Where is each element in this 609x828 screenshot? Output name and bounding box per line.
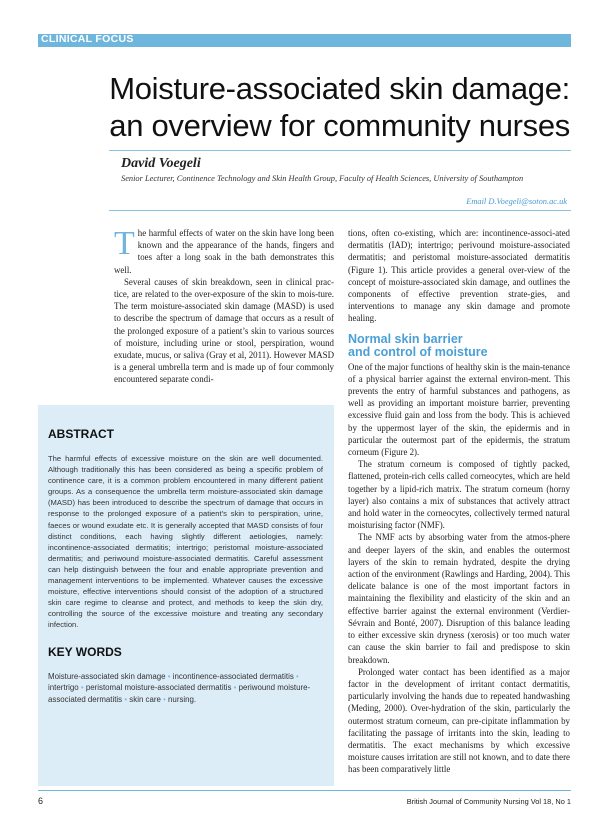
abstract-text: The harmful effects of excessive moisture on the skin are well documented. Although traditionally this has been considered as being a specific problem of continence care, it is a common problem encountered in many different patient groups. As a consequence the umbrella term moisture-associated skin damage (MASD) has been introduced to describe the spectrum of damage that occurs in response to the prolonged exposure of a patient’s skin to perspiration, urine, faeces or wound exudate etc. It is generally accepted that MASD consists of four distinct conditions, each having slightly different aetiologies, namely: incontinence-associated dermatitis; intertrigo; peristomal moisture-associated dermatitis; and periwound moisture-associated dermatitis. Careful assessment can help distinguish between the four and enable appropriate prevention and management interventions to be implemented. Whatever causes the excessive moisture, effective interventions should consist of the adoption of a structured skin care regime to cleanse and protect, and methods to keep the skin dry, controlling the source of the excessive moisture and treating any secondary infection. — [48, 454, 323, 630]
header-rule — [38, 46, 571, 47]
keyword: periwound moisture-associated dermatitis — [48, 683, 311, 704]
section-banner — [38, 34, 571, 46]
paragraph-text: he harmful effects of water on the skin have long been known and the appearance of the hands, fingers and toes after a long soak in the bath demonstrates this well. — [114, 228, 334, 275]
author-email[interactable]: Email D.Voegeli@soton.ac.uk — [466, 197, 567, 206]
author-rule-top — [109, 150, 571, 151]
footer-rule — [38, 790, 571, 791]
keyword-separator: • — [163, 694, 166, 704]
keyword-separator: • — [124, 694, 128, 704]
article-title — [80, 70, 570, 144]
paragraph — [114, 227, 334, 276]
drop-cap: T — [114, 225, 135, 262]
keyword: incontinence-associated dermatitis — [172, 671, 294, 681]
keyword-separator: • — [167, 671, 171, 681]
paragraph: Several causes of skin breakdown, seen in clinical prac-tice, are related to the over-exposure of the skin to mois-ture. The term moisture-associated skin damage (MASD) is used to describe the spectrum of damage that occurs as a result of the prolonged exposure of a patient’s skin to various sources of moisture, including urine or stool, perspiration, wound exudate, mucus, or saliva (Gray et al, 2011). However MASD is a general umbrella term and is made up of four commonly encountered separate condi- — [114, 276, 334, 385]
abstract-content — [48, 427, 323, 705]
paragraph: tions, often co-existing, which are: incontinence-associ-ated dermatitis (IAD); intertrigo; perivound moisture-associated dermatitis; and peristomal moisture-associated dermatitis (Figure 1). This article provides a general over-view of the concept of moisture-associated skin damage, and outlines the components of effective prevention strate-gies, and interventions to manage any skin damage and promote healing. — [348, 228, 570, 324]
keyword-separator: • — [80, 683, 84, 693]
abstract-heading: ABSTRACT — [48, 427, 114, 441]
paragraph: Prolonged water contact has been identified as a major factor in the development of irritant contact dermatitis, particularly involving the hands due to repeated handwashing (Meding, 2000). Over-hydration of the skin, particularly the outermost stratum corneum, can pre-cipitate inflammation by facilitating the passage of irritants into the skin, leading to dermatitis. The exact mechanisms by which excessive moisture causes irritation are still not known, and to date there has been comparatively little — [348, 666, 570, 775]
keyword: peristomal moisture-associated dermatitis — [85, 683, 232, 693]
keywords-section — [48, 645, 323, 706]
keywords-list — [48, 671, 323, 706]
keyword: skin care — [129, 694, 161, 704]
section-label: CLINICAL FOCUS — [41, 33, 134, 45]
paragraph: The NMF acts by absorbing water from the atmos-phere and deeper layers of the skin, and enables the outermost layers of the skin to remain hydrated, despite the drying action of the environment (Rawlings and Harding, 2004). This delicate balance is one of the most important factors in maintaining the flexibility and elasticity of the skin and an effective barrier against the external environment (Verdier-Sévrain and Bonté, 2007). Disruption of this balance leading to either excessive skin dryness (xerosis) or too much water can cause the skin barrier to fail and predispose to skin breakdown. — [348, 532, 570, 665]
title-line-1: Moisture-associated skin damage: — [109, 71, 570, 106]
page-number: 6 — [38, 796, 44, 806]
author-rule-bottom — [109, 210, 571, 211]
title-line-2: an overview for community nurses — [109, 108, 570, 143]
author-name: David Voegeli — [121, 156, 201, 171]
keyword: nursing. — [168, 694, 197, 704]
body-column-1 — [114, 227, 334, 386]
author-affiliation: Senior Lecturer, Continence Technology and Skin Health Group, Faculty of Health Sciences, University of Southampton — [121, 174, 524, 183]
abstract-box — [38, 405, 334, 786]
heading-line-2: and control of moisture — [348, 344, 488, 359]
heading-line-1: Normal skin barrier — [348, 331, 463, 346]
keywords-heading: KEY WORDS — [48, 644, 122, 659]
paragraph: The stratum corneum is composed of tightly packed, flattened, protein-rich cells called corneocytes, which are held together by a lipid-rich matrix. The stratum corneum (horny layer) also contains a mix of substances that actively attract and hold water in the corneocytes, collectively termed natural moisturising factor (NMF). — [348, 459, 570, 531]
keyword-separator: • — [233, 683, 237, 693]
keyword-separator: • — [295, 671, 299, 681]
paragraph: One of the major functions of healthy skin is the main-tenance of a physical barrier against the external environ-ment. This prevents the entry of harmful substances and pathogens, as well as providing an important moisture barrier, preventing excessive fluid gain and loss from the body. This is achieved by the uppermost layer of the skin, the epidermis and in particular the outermost part of the epidermis, the stratum corneum (Figure 2). — [348, 361, 570, 458]
body-column-2 — [348, 227, 570, 776]
keyword: Moisture-associated skin damage — [48, 671, 166, 681]
journal-citation: British Journal of Community Nursing Vol 18, No 1 — [406, 797, 571, 806]
keyword: intertrigo — [48, 683, 79, 693]
section-heading — [348, 333, 570, 359]
